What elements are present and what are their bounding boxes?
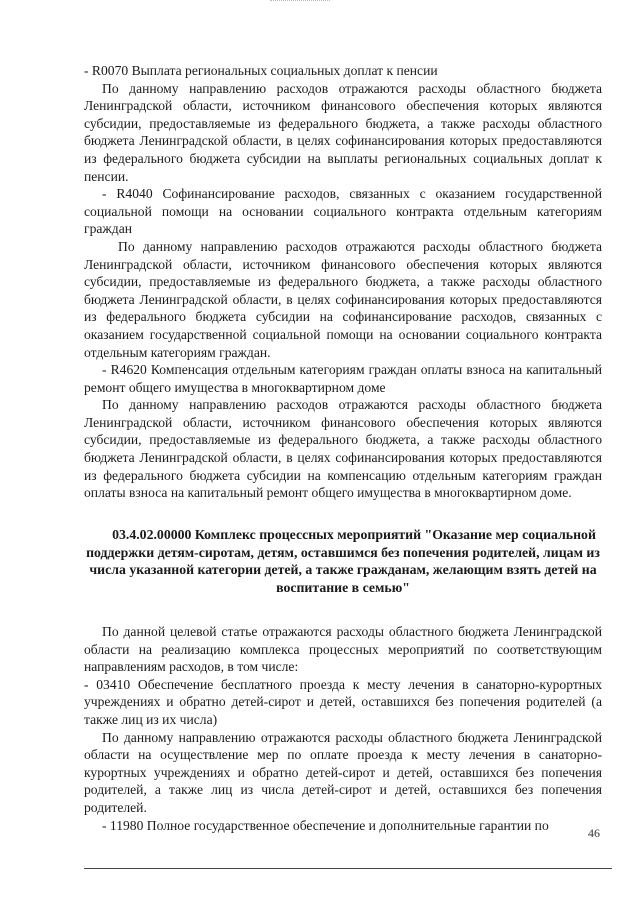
document-body: [84, 62, 602, 834]
paragraph-target-article: По данной целевой статье отражаются расходы областного бюджета Ленинградской области на реализацию комплекса процессных мероприятий по соответствующим направлениям расходов, в том числе:: [84, 624, 602, 675]
page-number: 46: [588, 826, 600, 840]
paragraph-r4040-item: - R4040 Софинансирование расходов, связанных с оказанием государственной социальной помощи на основании социального контракта отдельным категориям граждан: [84, 186, 602, 237]
paragraph-03410-item: - 03410 Обеспечение бесплатного проезда к месту лечения в санаторно-курортных учреждениях и обратно детей-сирот и детей, оставшихся без попечения родителей (а также лиц из их числа): [84, 676, 602, 727]
paragraph-03410-description: По данному направлению отражаются расходы областного бюджета Ленинградской области на осуществление мер по оплате проезда к месту лечения в санаторно-курортных учреждениях и обратно детей-сирот и детей, оставшихся без попечения родителей, а также лиц из числа детей-сирот и детей, оставшихся без попечения родителей.: [84, 729, 602, 815]
paragraph-r0070-description: По данному направлению расходов отражаются расходы областного бюджета Ленинградской области, источником финансового обеспечения которых являются субсидии, предоставляемые из федерального бюджета, а также расходы областного бюджета Ленинградской области, в целях софинансирования которых предоставляются из федерального бюджета субсидии на выплаты региональных социальных доплат к пенсии.: [84, 80, 602, 184]
section-heading: 03.4.02.00000 Комплекс процессных мероприятий "Оказание мер социальной поддержки детям-сиротам, детям, оставшимся без попечения родителей, лицам из числа указанной категории детей, а также гражданам, желающим взять детей на воспитание в семью": [86, 526, 600, 596]
paragraph-r4620-description: По данному направлению расходов отражаются расходы областного бюджета Ленинградской области, источником финансового обеспечения которых являются субсидии, предоставляемые из федерального бюджета, а также расходы областного бюджета Ленинградской области, в целях софинансирования которых предоставляются из федерального бюджета субсидии на компенсацию отдельным категориям граждан оплаты взноса на капитальный ремонт общего имущества в многоквартирном доме.: [84, 397, 602, 501]
footer-rule: [84, 868, 612, 869]
paragraph-r0070-item: - R0070 Выплата региональных социальных доплат к пенсии: [84, 63, 438, 78]
paragraph-r4620-item: - R4620 Компенсация отдельным категориям граждан оплаты взноса на капитальный ремонт общего имущества в многоквартирном доме: [84, 362, 602, 395]
paragraph-11980-item: - 11980 Полное государственное обеспечение и дополнительные гарантии по: [102, 817, 549, 833]
paragraph-r4040-description: По данному направлению расходов отражаются расходы областного бюджета Ленинградской области, источником финансового обеспечения которых являются субсидии, предоставляемые из федерального бюджета, а также расходы областного бюджета Ленинградской области, в целях софинансирования которых предоставляются из федерального бюджета субсидии на софинансирование расходов, связанных с оказанием государственной социальной помощи на основании социального контракта отдельным категориям граждан.: [84, 238, 602, 360]
page-top-mark: [270, 0, 330, 2]
